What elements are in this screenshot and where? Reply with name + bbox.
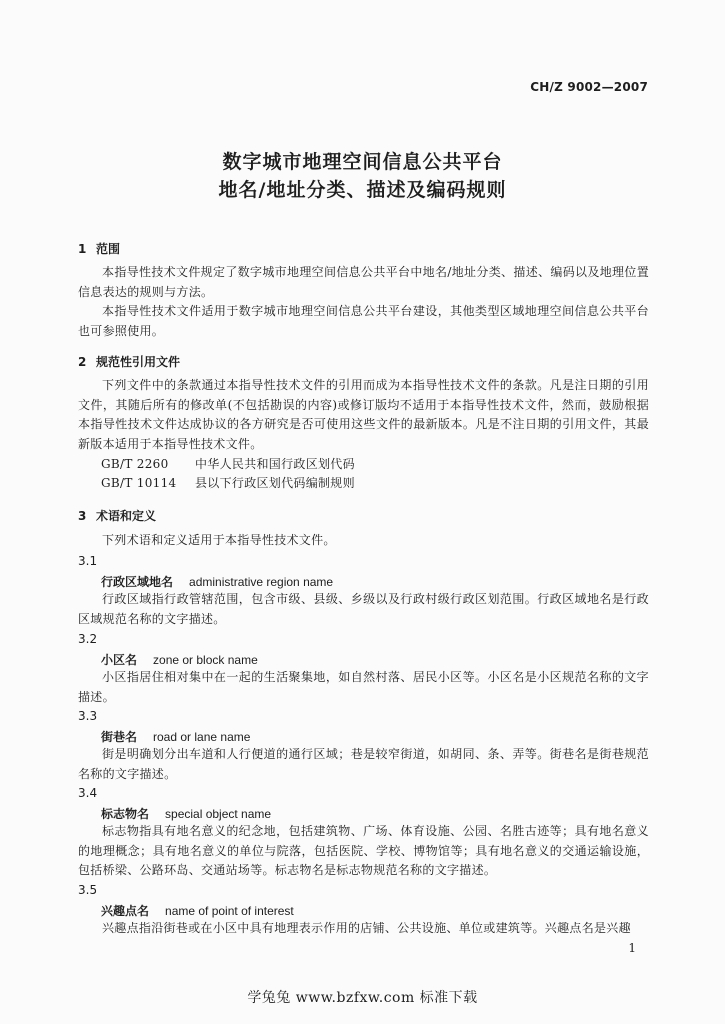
section-number: 2 <box>78 355 87 369</box>
clause-number: 3.5 <box>78 883 98 897</box>
section-title: 规范性引用文件 <box>96 355 181 369</box>
clause-number: 3.2 <box>78 632 98 646</box>
reference-item <box>101 455 355 475</box>
section-title: 术语和定义 <box>96 509 157 523</box>
term-zh: 街巷名 <box>101 730 138 744</box>
term-entry <box>101 805 271 822</box>
section-title: 范围 <box>96 242 121 256</box>
section-number: 1 <box>78 242 87 256</box>
document-title-line2: 地名/地址分类、描述及编码规则 <box>218 179 507 201</box>
reference-code: GB/T 10114 <box>101 476 177 490</box>
section-2-paragraph: 下列文件中的条款通过本指导性技术文件的引用而成为本指导性技术文件的条款。凡是注日期的引用文件，其随后所有的修改单(不包括勘误的内容)或修订版均不适用于本指导性技术文件，然而，鼓励根据本指导性技术文件达成协议的各方研究是否可使用这些文件的最新版本。凡是不注日期的引用文件，其最新版本适用于本指导性技术文件。 <box>78 378 649 451</box>
section-2-heading <box>78 353 180 370</box>
section-1-paragraph-1: 本指导性技术文件规定了数字城市地理空间信息公共平台中地名/地址分类、描述、编码以及地理位置信息表达的规则与方法。 <box>78 265 649 299</box>
term-entry <box>101 902 294 919</box>
term-en: administrative region name <box>189 575 334 589</box>
term-definition: 街是明确划分出车道和人行便道的通行区域；巷是较窄街道，如胡同、条、弄等。街巷名是街巷规范名称的文字描述。 <box>78 747 649 781</box>
term-en: special object name <box>165 807 272 821</box>
reference-item <box>101 474 355 494</box>
clause-number: 3.1 <box>78 554 98 568</box>
term-en: name of point of interest <box>165 904 294 918</box>
section-1-heading <box>78 240 120 257</box>
reference-title: 中华人民共和国行政区划代码 <box>195 457 355 471</box>
term-entry <box>101 573 333 590</box>
term-definition: 标志物指具有地名意义的纪念地，包括建筑物、广场、体育设施、公园、名胜古迹等；具有地名意义的地理概念；具有地名意义的单位与院落，包括医院、学校、博物馆等；具有地名意义的交通运输设施，包括桥梁、公路环岛、交通站场等。标志物名是标志物规范名称的文字描述。 <box>78 824 649 877</box>
section-3-intro: 下列术语和定义适用于本指导性技术文件。 <box>102 533 336 547</box>
standard-code: CH/Z 9002—2007 <box>530 80 648 94</box>
document-title-line1: 数字城市地理空间信息公共平台 <box>222 151 503 173</box>
reference-code: GB/T 2260 <box>101 457 169 471</box>
page-number: 1 <box>628 941 636 955</box>
term-definition: 行政区域指行政管辖范围，包含市级、县级、乡级以及行政村级行政区划范围。行政区域地名是行政区域规范名称的文字描述。 <box>78 592 649 626</box>
term-en: zone or block name <box>153 653 258 667</box>
footer-watermark: 学兔兔 www.bzfxw.com 标准下载 <box>247 990 478 1006</box>
term-en: road or lane name <box>153 730 251 744</box>
reference-title: 县以下行政区划代码编制规则 <box>195 476 355 490</box>
section-1-paragraph-2: 本指导性技术文件适用于数字城市地理空间信息公共平台建设，其他类型区域地理空间信息公共平台也可参照使用。 <box>78 304 649 338</box>
term-definition: 小区指居住相对集中在一起的生活聚集地，如自然村落、居民小区等。小区名是小区规范名称的文字描述。 <box>78 670 649 704</box>
term-definition: 兴趣点指沿街巷或在小区中具有地理表示作用的店铺、公共设施、单位或建筑等。兴趣点名是兴趣 <box>102 921 631 935</box>
term-zh: 标志物名 <box>101 807 150 821</box>
section-3-heading <box>78 507 156 524</box>
term-zh: 行政区域地名 <box>101 575 174 589</box>
term-entry <box>101 651 258 668</box>
term-entry <box>101 728 250 745</box>
term-zh: 小区名 <box>101 653 138 667</box>
term-zh: 兴趣点名 <box>101 904 150 918</box>
clause-number: 3.4 <box>78 786 98 800</box>
section-number: 3 <box>78 509 87 523</box>
clause-number: 3.3 <box>78 709 98 723</box>
